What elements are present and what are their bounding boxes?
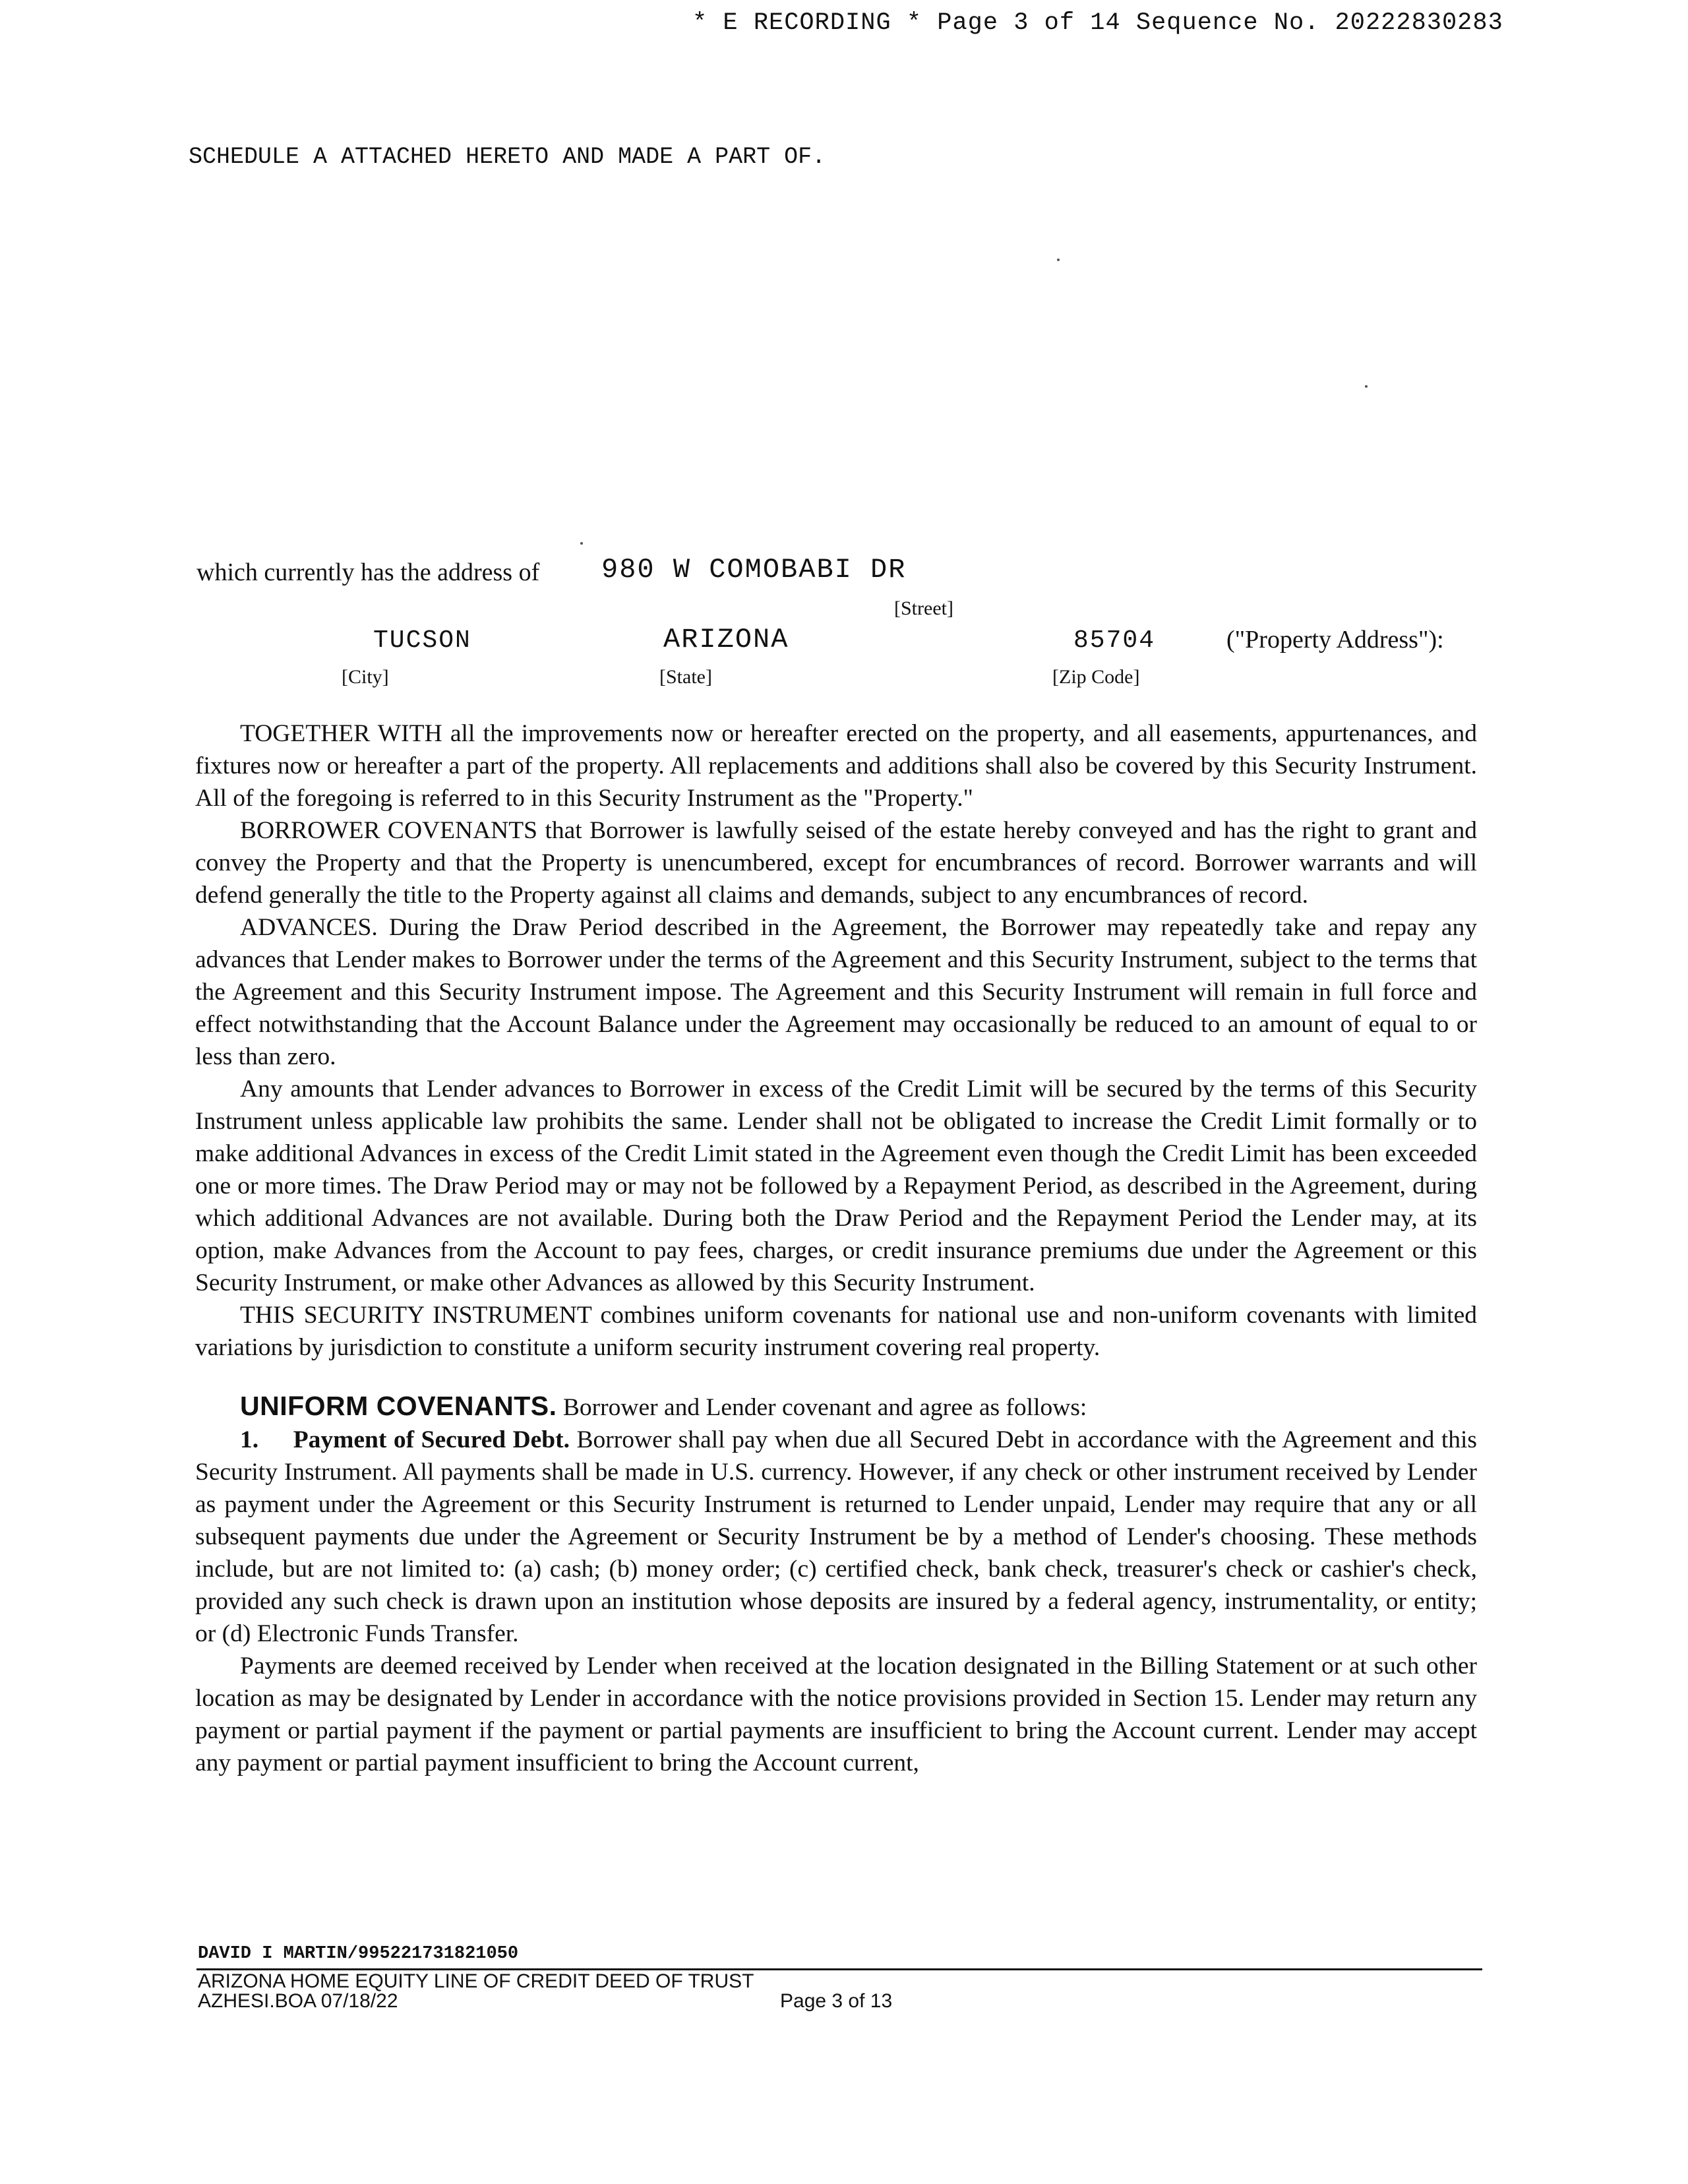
section-1-title: Payment of Secured Debt. (293, 1426, 570, 1453)
zip-label: [Zip Code] (1052, 666, 1140, 688)
this-security-paragraph: THIS SECURITY INSTRUMENT combines uniform covenants for national use and non-uniform covenants with limited variations by jurisdiction to constitute a uniform security instrument covering real property. (195, 1302, 1477, 1361)
section-1-text: Borrower shall pay when due all Secured Debt in accordance with the Agreement and this Security Instrument. All payments shall be made in U.S. currency. However, if any check or other instrument received by Lender as payment under the Agreement or this Security Instrument is returned to Lender unpaid, Lender may require that any or all subsequent payments due under the Agreement or Security Instrument be by a method of Lender's choosing. These methods include, but are not limited to: (a) cash; (b) money order; (c) certified check, bank check, treasurer's check or cashier's check, provided any such check is drawn upon an institution whose deposits are insured by a federal agency, instrumentality, or entity; or (d) Electronic Funds Transfer. (195, 1426, 1478, 1647)
section-1-number: 1. (240, 1426, 259, 1453)
city-value: TUCSON (373, 626, 471, 655)
zip-value: 85704 (1073, 626, 1156, 655)
street-label: [Street] (894, 597, 953, 619)
uniform-covenants-paragraph (195, 1390, 1477, 1424)
any-amounts-paragraph: Any amounts that Lender advances to Borrower in excess of the Credit Limit will be secured by the terms of this Security Instrument unless applicable law prohibits the same. Lender shall not be obligated to increase the Credit Limit formally or to make additional Advances in excess of the Credit Limit stated in the Agreement even though the Credit Limit has been exceeded one or more times. The Draw Period may or may not be followed by a Repayment Period, as described in the Agreement, during which additional Advances are not available. During both the Draw Period and the Repayment Period the Lender may, at its option, make Advances from the Account to pay fees, charges, or credit insurance premiums due under the Agreement or this Security Instrument, or make other Advances as allowed by this Security Instrument. (195, 1076, 1477, 1296)
recording-header: * E RECORDING * Page 3 of 14 Sequence No. 20222830283 (692, 9, 1503, 37)
state-label: [State] (659, 666, 712, 688)
scan-speck (1057, 258, 1060, 261)
footer-form-code: AZHESI.BOA 07/18/22 (198, 1990, 398, 2012)
advances-paragraph: ADVANCES. During the Draw Period described in the Agreement, the Borrower may repeatedly take and repay any advances that Lender makes to Borrower under the terms of the Agreement and this Security Instrument, subject to the terms that the Agreement and this Security Instrument impose. The Agreement and this Security Instrument will remain in full force and effect notwithstanding that the Account Balance under the Agreement may occasionally be reduced to an amount of equal to or less than zero. (195, 914, 1477, 1070)
footer-borrower-id: DAVID I MARTIN/995221731821050 (198, 1944, 519, 1964)
document-body (195, 717, 1477, 1779)
city-label: [City] (342, 666, 389, 688)
scan-speck (1365, 385, 1368, 388)
scan-speck (580, 542, 583, 545)
schedule-line: SCHEDULE A ATTACHED HERETO AND MADE A PART OF. (189, 144, 826, 170)
uniform-covenants-intro: Borrower and Lender covenant and agree as follows: (557, 1394, 1087, 1421)
property-address-label: ("Property Address"): (1226, 626, 1444, 653)
payments-deemed-paragraph: Payments are deemed received by Lender when received at the location designated in the Billing Statement or at such other location as may be designated by Lender in accordance with the notice provisions provided in Section 15. Lender may return any payment or partial payment if the payment or partial payments are insufficient to bring the Account current. Lender may accept any payment or partial payment insufficient to bring the Account current, (195, 1653, 1477, 1776)
footer-page-number: Page 3 of 13 (780, 1990, 893, 2012)
uniform-covenants-heading: UNIFORM COVENANTS. (240, 1391, 557, 1421)
state-value: ARIZONA (663, 624, 789, 655)
together-with-paragraph: TOGETHER WITH all the improvements now or hereafter erected on the property, and all easements, appurtenances, and fixtures now or hereafter a part of the property. All replacements and additions shall also be covered by this Security Instrument. All of the foregoing is referred to in this Security Instrument as the "Property." (195, 720, 1477, 812)
footer-form-title: ARIZONA HOME EQUITY LINE OF CREDIT DEED OF TRUST (198, 1970, 754, 1992)
section-1-paragraph (195, 1424, 1477, 1650)
address-intro: which currently has the address of (196, 559, 540, 586)
street-value: 980 W COMOBABI DR (601, 554, 907, 586)
borrower-covenants-paragraph: BORROWER COVENANTS that Borrower is lawfully seised of the estate hereby conveyed and has the right to grant and convey the Property and that the Property is unencumbered, except for encumbrances of record. Borrower warrants and will defend generally the title to the Property against all claims and demands, subject to any encumbrances of record. (195, 817, 1477, 909)
